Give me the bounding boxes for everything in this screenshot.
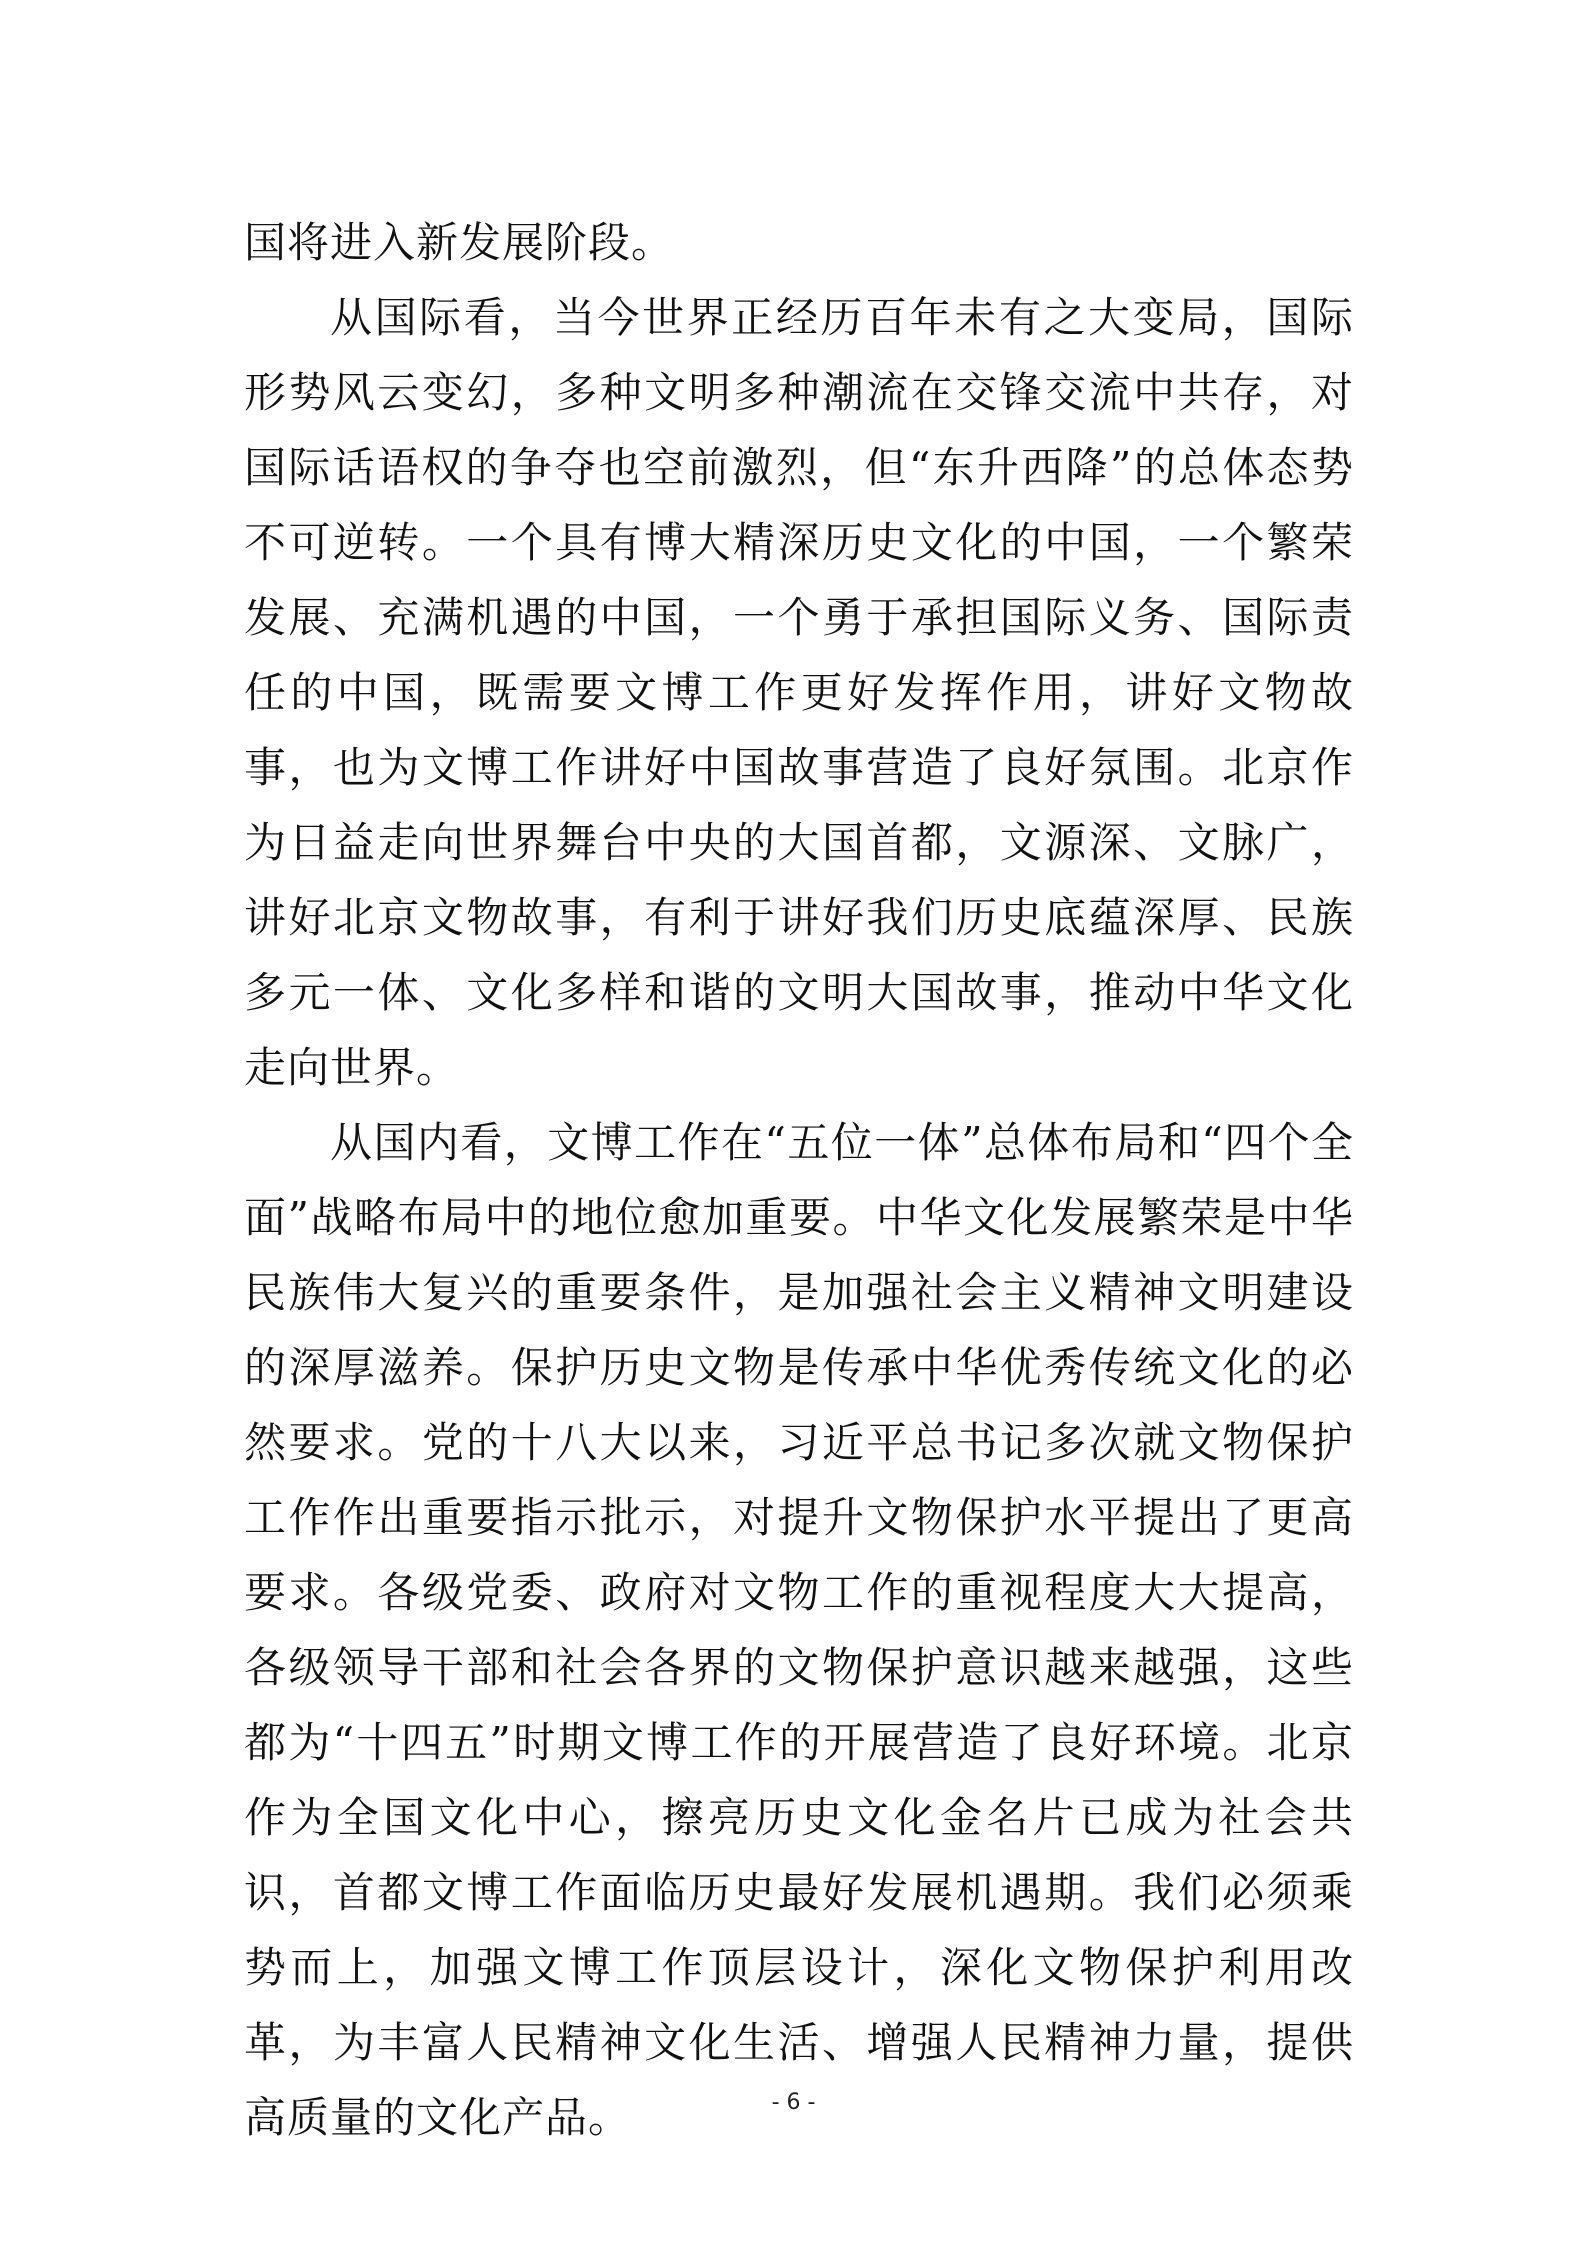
document-body xyxy=(244,205,1354,2155)
paragraph-international: 从国际看，当今世界正经历百年未有之大变局，国际形势风云变幻，多种文明多种潮流在交锋交流中共存，对国际话语权的争夺也空前激烈，但“东升西降”的总体态势不可逆转。一个具有博大精深历史文化的中国，一个繁荣发展、充满机遇的中国，一个勇于承担国际义务、国际责任的中国，既需要文博工作更好发挥作用，讲好文物故事，也为文博工作讲好中国故事营造了良好氛围。北京作为日益走向世界舞台中央的大国首都，文源深、文脉广，讲好北京文物故事，有利于讲好我们历史底蕴深厚、民族多元一体、文化多样和谐的文明大国故事，推动中华文化走向世界。 xyxy=(244,293,1354,1092)
page-number: - 6 - xyxy=(771,2090,816,2115)
paragraph-domestic: 从国内看，文博工作在“五位一体”总体布局和“四个全面”战略布局中的地位愈加重要。中华文化发展繁荣是中华民族伟大复兴的重要条件，是加强社会主义精神文明建设的深厚滋养。保护历史文物是传承中华优秀传统文化的必然要求。党的十八大以来，习近平总书记多次就文物保护工作作出重要指示批示，对提升文物保护水平提出了更高要求。各级党委、政府对文物工作的重视程度大大提高，各级领导干部和社会各界的文物保护意识越来越强，这些都为“十四五”时期文博工作的开展营造了良好环境。北京作为全国文化中心，擦亮历史文化金名片已成为社会共识，首都文博工作面临历史最好发展机遇期。我们必须乘势而上，加强文博工作顶层设计，深化文物保护利用改革，为丰富人民精神文化生活、增强人民精神力量，提供高质量的文化产品。 xyxy=(244,1118,1354,2142)
paragraph-continuation: 国将进入新发展阶段。 xyxy=(244,218,675,267)
